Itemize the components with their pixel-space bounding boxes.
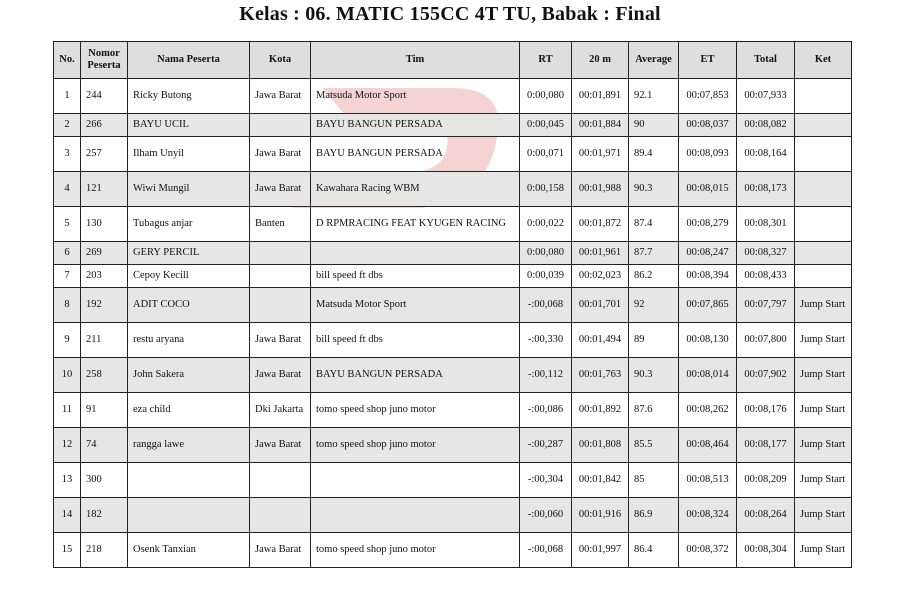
cell-tim: D RPMRACING FEAT KYUGEN RACING — [311, 207, 520, 242]
cell-ket — [795, 137, 852, 172]
cell-20m: 00:01,842 — [572, 463, 629, 498]
cell-nomor-peserta: 203 — [81, 265, 128, 288]
cell-kota: Jawa Barat — [250, 172, 311, 207]
cell-kota — [250, 498, 311, 533]
cell-kota: Dki Jakarta — [250, 393, 311, 428]
cell-total: 00:08,264 — [737, 498, 795, 533]
cell-total: 00:08,173 — [737, 172, 795, 207]
cell-rt: -:00,287 — [520, 428, 572, 463]
cell-rt: 0:00,080 — [520, 242, 572, 265]
cell-et: 00:08,513 — [679, 463, 737, 498]
cell-20m: 00:01,884 — [572, 114, 629, 137]
cell-nama-peserta: Tubagus anjar — [128, 207, 250, 242]
cell-total: 00:07,800 — [737, 323, 795, 358]
table-row — [54, 463, 852, 498]
cell-no: 6 — [54, 242, 81, 265]
cell-nama-peserta: rangga lawe — [128, 428, 250, 463]
cell-total: 00:08,304 — [737, 533, 795, 568]
cell-nama-peserta: John Sakera — [128, 358, 250, 393]
table-header-row — [54, 42, 852, 79]
cell-nomor-peserta: 258 — [81, 358, 128, 393]
cell-average: 87.7 — [629, 242, 679, 265]
table-row — [54, 207, 852, 242]
col-header-nomor-peserta: Nomor Peserta — [81, 42, 128, 79]
cell-rt: 0:00,071 — [520, 137, 572, 172]
cell-total: 00:08,301 — [737, 207, 795, 242]
cell-total: 00:08,433 — [737, 265, 795, 288]
cell-average: 90.3 — [629, 358, 679, 393]
table-row — [54, 498, 852, 533]
cell-rt: 0:00,022 — [520, 207, 572, 242]
cell-average: 92.1 — [629, 79, 679, 114]
col-header-tim: Tim — [311, 42, 520, 79]
table-row — [54, 288, 852, 323]
cell-average: 90.3 — [629, 172, 679, 207]
cell-rt: 0:00,039 — [520, 265, 572, 288]
table-row — [54, 428, 852, 463]
cell-no: 11 — [54, 393, 81, 428]
cell-total: 00:07,933 — [737, 79, 795, 114]
cell-20m: 00:02,023 — [572, 265, 629, 288]
cell-ket — [795, 172, 852, 207]
cell-no: 4 — [54, 172, 81, 207]
cell-rt: -:00,330 — [520, 323, 572, 358]
cell-no: 2 — [54, 114, 81, 137]
table-row — [54, 114, 852, 137]
cell-20m: 00:01,808 — [572, 428, 629, 463]
table-row — [54, 137, 852, 172]
cell-kota: Jawa Barat — [250, 323, 311, 358]
cell-kota — [250, 463, 311, 498]
cell-ket — [795, 114, 852, 137]
cell-ket: Jump Start — [795, 428, 852, 463]
cell-20m: 00:01,701 — [572, 288, 629, 323]
cell-nama-peserta: Osenk Tanxian — [128, 533, 250, 568]
col-header-et: ET — [679, 42, 737, 79]
cell-average: 86.2 — [629, 265, 679, 288]
cell-nomor-peserta: 182 — [81, 498, 128, 533]
cell-average: 89.4 — [629, 137, 679, 172]
cell-et: 00:08,037 — [679, 114, 737, 137]
cell-et: 00:08,247 — [679, 242, 737, 265]
cell-total: 00:08,327 — [737, 242, 795, 265]
cell-et: 00:08,015 — [679, 172, 737, 207]
cell-total: 00:07,797 — [737, 288, 795, 323]
cell-et: 00:08,093 — [679, 137, 737, 172]
cell-et: 00:08,279 — [679, 207, 737, 242]
cell-average: 85.5 — [629, 428, 679, 463]
cell-tim: Matsuda Motor Sport — [311, 288, 520, 323]
cell-tim — [311, 498, 520, 533]
cell-20m: 00:01,971 — [572, 137, 629, 172]
cell-total: 00:08,176 — [737, 393, 795, 428]
table-row — [54, 242, 852, 265]
cell-total: 00:08,082 — [737, 114, 795, 137]
table-row — [54, 393, 852, 428]
col-header-ket: Ket — [795, 42, 852, 79]
col-header-rt: RT — [520, 42, 572, 79]
cell-kota: Jawa Barat — [250, 358, 311, 393]
cell-et: 00:07,853 — [679, 79, 737, 114]
cell-tim: tomo speed shop juno motor — [311, 533, 520, 568]
cell-average: 86.4 — [629, 533, 679, 568]
cell-total: 00:08,164 — [737, 137, 795, 172]
cell-kota: Banten — [250, 207, 311, 242]
cell-kota: Jawa Barat — [250, 428, 311, 463]
cell-no: 3 — [54, 137, 81, 172]
cell-nama-peserta: BAYU UCIL — [128, 114, 250, 137]
cell-rt: 0:00,080 — [520, 79, 572, 114]
cell-nomor-peserta: 269 — [81, 242, 128, 265]
cell-et: 00:08,464 — [679, 428, 737, 463]
cell-nama-peserta: GERY PERCIL — [128, 242, 250, 265]
cell-tim: BAYU BANGUN PERSADA — [311, 358, 520, 393]
cell-no: 10 — [54, 358, 81, 393]
table-row — [54, 533, 852, 568]
cell-et: 00:07,865 — [679, 288, 737, 323]
cell-no: 8 — [54, 288, 81, 323]
cell-kota: Jawa Barat — [250, 79, 311, 114]
cell-kota — [250, 265, 311, 288]
cell-rt: -:00,112 — [520, 358, 572, 393]
cell-average: 89 — [629, 323, 679, 358]
cell-20m: 00:01,916 — [572, 498, 629, 533]
cell-average: 92 — [629, 288, 679, 323]
cell-tim: tomo speed shop juno motor — [311, 393, 520, 428]
cell-et: 00:08,372 — [679, 533, 737, 568]
cell-ket: Jump Start — [795, 498, 852, 533]
cell-no: 1 — [54, 79, 81, 114]
table-row — [54, 79, 852, 114]
cell-ket — [795, 207, 852, 242]
cell-tim: Kawahara Racing WBM — [311, 172, 520, 207]
cell-nama-peserta: eza child — [128, 393, 250, 428]
cell-kota: Jawa Barat — [250, 137, 311, 172]
cell-total: 00:07,902 — [737, 358, 795, 393]
col-header-kota: Kota — [250, 42, 311, 79]
cell-tim: BAYU BANGUN PERSADA — [311, 114, 520, 137]
page-title: Kelas : 06. MATIC 155CC 4T TU, Babak : Final — [239, 3, 661, 25]
cell-et: 00:08,014 — [679, 358, 737, 393]
cell-rt: -:00,068 — [520, 288, 572, 323]
cell-average: 87.6 — [629, 393, 679, 428]
cell-tim — [311, 463, 520, 498]
cell-no: 14 — [54, 498, 81, 533]
cell-ket: Jump Start — [795, 393, 852, 428]
cell-nomor-peserta: 91 — [81, 393, 128, 428]
cell-nomor-peserta: 266 — [81, 114, 128, 137]
cell-no: 13 — [54, 463, 81, 498]
cell-rt: -:00,304 — [520, 463, 572, 498]
cell-kota — [250, 242, 311, 265]
cell-nama-peserta: Wiwi Mungil — [128, 172, 250, 207]
cell-tim: BAYU BANGUN PERSADA — [311, 137, 520, 172]
cell-nomor-peserta: 300 — [81, 463, 128, 498]
cell-20m: 00:01,891 — [572, 79, 629, 114]
col-header-total: Total — [737, 42, 795, 79]
cell-nomor-peserta: 192 — [81, 288, 128, 323]
cell-average: 90 — [629, 114, 679, 137]
cell-average: 85 — [629, 463, 679, 498]
cell-tim: tomo speed shop juno motor — [311, 428, 520, 463]
cell-average: 87.4 — [629, 207, 679, 242]
cell-ket: Jump Start — [795, 463, 852, 498]
cell-ket — [795, 242, 852, 265]
cell-et: 00:08,262 — [679, 393, 737, 428]
table-row — [54, 323, 852, 358]
cell-20m: 00:01,892 — [572, 393, 629, 428]
table-row — [54, 172, 852, 207]
cell-tim — [311, 242, 520, 265]
cell-ket: Jump Start — [795, 358, 852, 393]
cell-rt: -:00,086 — [520, 393, 572, 428]
cell-no: 12 — [54, 428, 81, 463]
cell-ket — [795, 265, 852, 288]
col-header-no: No. — [54, 42, 81, 79]
cell-total: 00:08,177 — [737, 428, 795, 463]
cell-nama-peserta: Ilham Unyil — [128, 137, 250, 172]
cell-rt: -:00,060 — [520, 498, 572, 533]
cell-et: 00:08,324 — [679, 498, 737, 533]
cell-nomor-peserta: 244 — [81, 79, 128, 114]
cell-average: 86.9 — [629, 498, 679, 533]
table-row — [54, 358, 852, 393]
cell-ket: Jump Start — [795, 533, 852, 568]
table-row — [54, 265, 852, 288]
cell-20m: 00:01,997 — [572, 533, 629, 568]
cell-kota — [250, 288, 311, 323]
cell-20m: 00:01,961 — [572, 242, 629, 265]
cell-kota: Jawa Barat — [250, 533, 311, 568]
cell-20m: 00:01,494 — [572, 323, 629, 358]
cell-nomor-peserta: 218 — [81, 533, 128, 568]
cell-et: 00:08,130 — [679, 323, 737, 358]
col-header-20m: 20 m — [572, 42, 629, 79]
cell-nomor-peserta: 130 — [81, 207, 128, 242]
cell-et: 00:08,394 — [679, 265, 737, 288]
cell-total: 00:08,209 — [737, 463, 795, 498]
cell-nama-peserta: Cepoy Kecill — [128, 265, 250, 288]
cell-nomor-peserta: 121 — [81, 172, 128, 207]
cell-kota — [250, 114, 311, 137]
cell-no: 7 — [54, 265, 81, 288]
cell-tim: bill speed ft dbs — [311, 323, 520, 358]
cell-nomor-peserta: 211 — [81, 323, 128, 358]
cell-rt: -:00,068 — [520, 533, 572, 568]
cell-no: 5 — [54, 207, 81, 242]
cell-tim: Matsuda Motor Sport — [311, 79, 520, 114]
cell-tim: bill speed ft dbs — [311, 265, 520, 288]
col-header-average: Average — [629, 42, 679, 79]
cell-nama-peserta: restu aryana — [128, 323, 250, 358]
cell-no: 15 — [54, 533, 81, 568]
cell-ket — [795, 79, 852, 114]
cell-20m: 00:01,872 — [572, 207, 629, 242]
cell-20m: 00:01,763 — [572, 358, 629, 393]
cell-ket: Jump Start — [795, 323, 852, 358]
cell-no: 9 — [54, 323, 81, 358]
cell-nama-peserta: ADIT COCO — [128, 288, 250, 323]
col-header-nama-peserta: Nama Peserta — [128, 42, 250, 79]
cell-nomor-peserta: 257 — [81, 137, 128, 172]
cell-rt: 0:00,045 — [520, 114, 572, 137]
cell-ket: Jump Start — [795, 288, 852, 323]
results-table — [53, 41, 852, 568]
cell-nama-peserta — [128, 498, 250, 533]
cell-20m: 00:01,988 — [572, 172, 629, 207]
cell-nama-peserta: Ricky Butong — [128, 79, 250, 114]
cell-nama-peserta — [128, 463, 250, 498]
cell-rt: 0:00,158 — [520, 172, 572, 207]
cell-nomor-peserta: 74 — [81, 428, 128, 463]
